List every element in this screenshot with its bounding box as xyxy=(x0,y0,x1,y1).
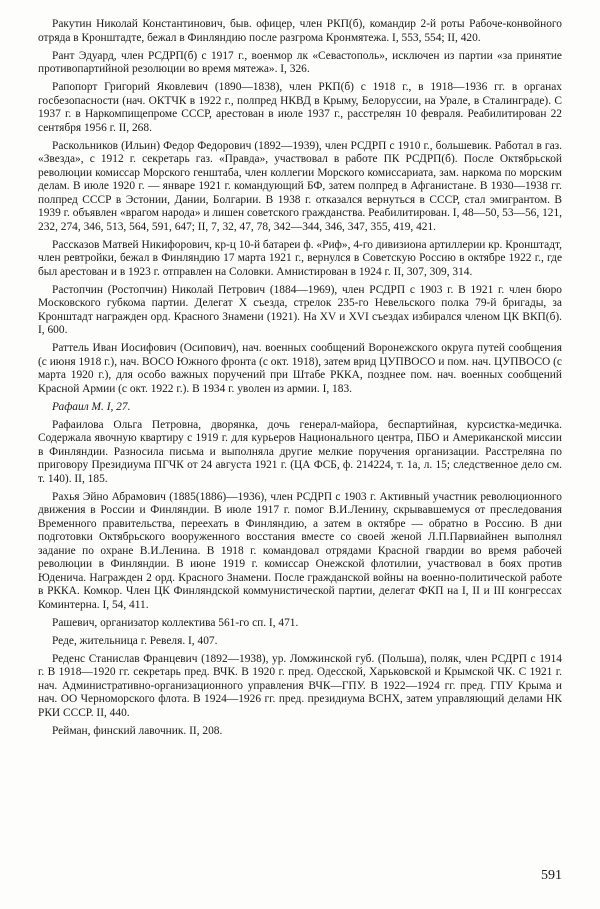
index-entry: Рапопорт Григорий Яковлевич (1890—1838), член РКП(б) с 1918 г., в 1918—1936 гг. в органах госбезопасности (нач. ОКТЧК в 1922 г., полпред НКВД в Крыму, Белоруссии, на Урале, в Сталинграде). С 1937 г. в Наркомпищепроме СССР, арестован в июле 1937 г., расстрелян 10 февраля. Реабилитирован 22 сентября 1956 г. II, 268. xyxy=(38,81,562,134)
index-entry: Рассказов Матвей Никифорович, кр-ц 10-й батареи ф. «Риф», 4-го дивизиона артиллерии кр. Кронштадт, член ревтройки, бежал в Финляндию 17 марта 1921 г., вернулся в Советскую Россию в октябре 1922 г., где был арестован и в 1923 г. отправлен на Соловки. Амнистирован в 1924 г. II, 307, 309, 314. xyxy=(38,238,562,278)
index-entry: Рахья Эйно Абрамович (1885(1886)—1936), член РСДРП с 1903 г. Активный участник революционного движения в России и Финляндии. В июле 1917 г. помог В.И.Ленину, скрывавшемуся от преследования Временного правительства, переехать в Финляндию, а затем в октябре — обратно в Россию. В дни подготовки Октябрьского вооруженного восстания вместе со своей женой Л.П.Парвиайнен выполнял задание по охране В.И.Ленина. В 1918 г. командовал отрядами Красной гвардии во время рабочей революции в Финляндии. В июне 1919 г. комиссар Онежской флотилии, участвовал в боях против Юденича. Награжден 2 орд. Красного Знамени. После гражданской войны на военно-политической работе в РККА. Комкор. Член ЦК Финляндской коммунистической партии, делегат ФКП на I, II и III конгрессах Коминтерна. I, 54, 411. xyxy=(38,490,562,611)
index-entry: Ракутин Николай Константинович, быв. офицер, член РКП(б), командир 2-й роты Рабоче-конвойного отряда в Кронштадте, бежал в Финляндию после разгрома Кронмятежа. I, 553, 554; II, 420. xyxy=(38,18,562,44)
index-page xyxy=(38,18,562,743)
index-entry: Растопчин (Ростопчин) Николай Петрович (1884—1969), член РСДРП с 1903 г. В 1921 г. член бюро Московского губкома партии. Делегат X съезда, стрелок 235-го Невельского полка 79-й бригады, за Кронштадт награжден орд. Красного Знамени (1921). На XV и XVI съездах избирался членом ЦК ВКП(б). I, 600. xyxy=(38,283,562,336)
index-entry: Раттель Иван Иосифович (Осипович), нач. военных сообщений Воронежского округа путей сообщения (с июня 1918 г.), нач. ВОСО Южного фронта (с окт. 1918), затем врид ЦУПВОСО и пом. нач. ЦУПВОСО (с марта 1920 г.), для особо важных поручений при Штабе РККА, позднее пом. нач. военных сообщений Красной Армии (с окт. 1922 г.). В 1934 г. уволен из армии. I, 183. xyxy=(38,342,562,395)
index-entry: Рашевич, организатор коллектива 561-го сп. I, 471. xyxy=(52,616,299,629)
index-entry: Рант Эдуард, член РСДРП(б) с 1917 г., военмор лк «Севастополь», исключен из партии «за принятие противопартийной резолюции во время мятежа». I, 326. xyxy=(38,49,562,75)
index-entry: Реденс Станислав Францевич (1892—1938), ур. Ломжинской губ. (Польша), поляк, член РСДРП с 1914 г. В 1918—1920 гг. секретарь пред. ВЧК. В 1920 г. пред. Одесской, Харьковской и Крымской ЧК. С 1921 г. нач. Административно-организационного управления ВЧК—ГПУ. В 1922—1924 гг. пред. ГПУ Крыма и нач. ОО Черноморского флота. В 1924—1926 гг. пред. президиума ВСНХ, затем управляющий делами НК РКИ СССР. II, 440. xyxy=(38,652,562,719)
index-entry: Рейман, финский лавочник. II, 208. xyxy=(52,724,223,737)
index-entry: Реде, жительница г. Ревеля. I, 407. xyxy=(52,634,218,647)
index-entry: Рафаил М. I, 27. xyxy=(52,400,131,413)
index-entry: Раскольников (Ильин) Федор Федорович (1892—1939), член РСДРП с 1910 г., большевик. Работал в газ. «Звезда», с 1912 г. секретарь газ. «Правда», участвовал в работе ПК РСДРП(б). После Октябрьской революции комиссар Морского генштаба, член коллегии Морского комиссариата, зам. наркома по морским делам. В июле 1920 г. — январе 1921 г. командующий БФ, затем полпред в Афганистане. В 1930—1938 гг. полпред СССР в Эстонии, Дании, Болгарии. В 1938 г. отказался вернуться в СССР, стал эмигрантом. В 1939 г. объявлен «врагом народа» и лишен советского гражданства. Реабилитирован. I, 48—50, 53—56, 121, 232, 274, 346, 513, 564, 591, 647; II, 7, 32, 47, 78, 342—344, 346, 347, 355, 419, 421. xyxy=(38,139,562,233)
index-entry: Рафаилова Ольга Петровна, дворянка, дочь генерал-майора, беспартийная, курсистка-медичка. Содержала явочную квартиру с 1919 г. для курьеров Национального центра, ПБО и Американской миссии в Финляндии. Разносила письма и выполняла другие мелкие поручения организации. Расстреляна по приговору Президиума ПГЧК от 24 августа 1921 г. (ЦА ФСБ, ф. 214224, т. 1а, л. 15; следственное дело см. т. 140). II, 185. xyxy=(38,418,562,485)
page-number: 591 xyxy=(541,868,562,883)
